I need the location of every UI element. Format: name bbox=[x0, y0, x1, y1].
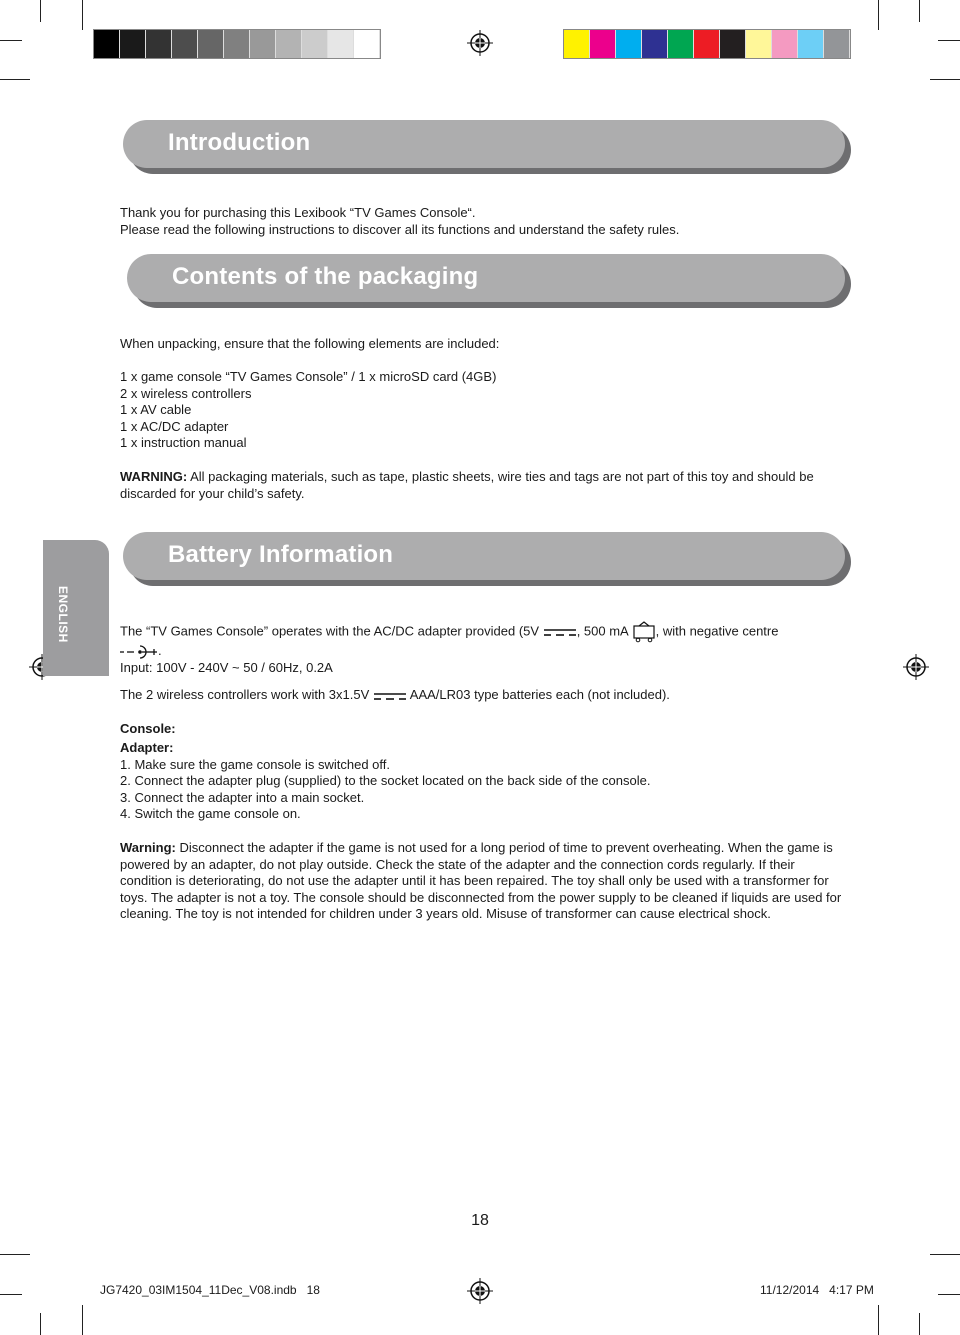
crop-mark bbox=[0, 79, 30, 80]
color-swatch bbox=[172, 30, 198, 58]
list-item: 3. Connect the adapter into a main socket. bbox=[120, 789, 365, 805]
crop-mark bbox=[938, 1294, 960, 1295]
language-side-tab bbox=[43, 540, 109, 676]
color-swatch bbox=[354, 30, 380, 58]
controllers-text: The 2 wireless controllers work with 3x1.5V bbox=[120, 687, 373, 702]
color-swatch bbox=[668, 30, 694, 58]
color-swatch bbox=[564, 30, 590, 58]
footer-datetime: 11/12/2014 4:17 PM bbox=[760, 1283, 874, 1297]
input-line: Input: 100V - 240V ~ 50 / 60Hz, 0.2A bbox=[120, 659, 333, 675]
color-swatch bbox=[328, 30, 354, 58]
crop-mark bbox=[82, 0, 83, 30]
introduction-title: Introduction bbox=[168, 129, 311, 156]
warning-label: Warning: bbox=[120, 840, 176, 855]
list-item: 4. Switch the game console on. bbox=[120, 806, 301, 822]
adapter-label: Adapter: bbox=[120, 740, 174, 755]
battery-banner bbox=[123, 532, 845, 580]
list-item: 1 x game console “TV Games Console” / 1 x microSD card (4GB) bbox=[120, 369, 497, 384]
introduction-line: Please read the following instructions to discover all its functions and understand the safety rules. bbox=[120, 221, 680, 237]
crop-mark bbox=[878, 0, 879, 30]
transformer-icon bbox=[632, 621, 656, 643]
registration-mark-icon bbox=[903, 654, 929, 680]
list-item: 1 x AV cable bbox=[120, 402, 192, 418]
warning-text: All packaging materials, such as tape, plastic sheets, wire ties and tags are not part of this toy and should be discarded for your child’s safety. bbox=[120, 469, 814, 501]
list-item: 1 x instruction manual bbox=[120, 435, 247, 451]
adapter-text: , with negative centre bbox=[655, 623, 779, 639]
packaging-title: Contents of the packaging bbox=[172, 263, 479, 290]
color-swatch bbox=[616, 30, 642, 58]
color-swatch bbox=[120, 30, 146, 58]
dc-symbol-icon bbox=[373, 690, 407, 702]
list-item: 1. Make sure the game console is switched off. bbox=[120, 756, 391, 772]
color-swatch bbox=[198, 30, 224, 58]
process-color-bar bbox=[563, 29, 851, 59]
introduction-text bbox=[120, 205, 850, 238]
color-swatch bbox=[746, 30, 772, 58]
adapter-text: , 500 mA bbox=[576, 623, 632, 639]
color-swatch bbox=[276, 30, 302, 58]
crop-mark bbox=[919, 1313, 920, 1335]
crop-mark bbox=[0, 1254, 30, 1255]
crop-mark bbox=[938, 40, 960, 41]
color-swatch bbox=[694, 30, 720, 58]
page-number: 18 bbox=[471, 1212, 489, 1229]
crop-mark bbox=[878, 1305, 879, 1335]
grayscale-color-bar bbox=[93, 29, 381, 59]
list-item: 2 x wireless controllers bbox=[120, 385, 252, 401]
color-swatch bbox=[824, 30, 850, 58]
warning-text: Disconnect the adapter if the game is not used for a long period of time to prevent overheating. When the game is powered by an adapter, do not play outside. Check the state of the adapter and the connection cords regularly. If their condition is deteriorating, do not use the adapter until it has been repaired. The toy shall only be used with a transformer for toys. The adapter is not a toy. The console should be disconnected from the power supply to be cleaned if liquids are used for cleaning. The toy is not intended for children under 3 years old. Misuse of transformer can cause electrical shock. bbox=[120, 840, 842, 922]
crop-mark bbox=[930, 79, 960, 80]
console-label-block bbox=[120, 721, 850, 738]
crop-mark bbox=[930, 1254, 960, 1255]
warning-label: WARNING: bbox=[120, 469, 188, 484]
color-swatch bbox=[250, 30, 276, 58]
registration-mark-icon bbox=[467, 1278, 493, 1304]
color-swatch bbox=[798, 30, 824, 58]
color-swatch bbox=[642, 30, 668, 58]
introduction-line: Thank you for purchasing this Lexibook “TV Games Console“. bbox=[120, 205, 476, 220]
dc-symbol-icon bbox=[543, 626, 577, 638]
language-label: ENGLISH bbox=[56, 586, 70, 643]
color-swatch bbox=[302, 30, 328, 58]
polarity-end: . bbox=[158, 643, 162, 658]
crop-mark bbox=[40, 1313, 41, 1335]
registration-mark-icon bbox=[467, 30, 493, 56]
color-swatch bbox=[590, 30, 616, 58]
battery-title: Battery Information bbox=[168, 541, 394, 568]
packaging-intro bbox=[120, 336, 850, 353]
adapter-steps bbox=[120, 740, 850, 823]
battery-adapter-info bbox=[120, 621, 850, 676]
adapter-text: The “TV Games Console” operates with the AC/DC adapter provided (5V bbox=[120, 623, 543, 639]
color-swatch bbox=[772, 30, 798, 58]
controllers-info bbox=[120, 687, 850, 704]
introduction-banner bbox=[123, 120, 845, 168]
crop-mark bbox=[919, 0, 920, 22]
packaging-banner bbox=[127, 254, 845, 302]
list-item: 2. Connect the adapter plug (supplied) to the socket located on the back side of the console. bbox=[120, 773, 651, 789]
battery-warning bbox=[120, 840, 842, 923]
crop-mark bbox=[0, 1294, 22, 1295]
polarity-icon bbox=[120, 645, 158, 659]
color-swatch bbox=[224, 30, 250, 58]
color-swatch bbox=[94, 30, 120, 58]
packaging-list bbox=[120, 369, 850, 452]
color-swatch bbox=[146, 30, 172, 58]
crop-mark bbox=[0, 40, 22, 41]
crop-mark bbox=[82, 1305, 83, 1335]
list-item: 1 x AC/DC adapter bbox=[120, 418, 229, 434]
packaging-warning bbox=[120, 469, 845, 502]
color-swatch bbox=[720, 30, 746, 58]
footer-file-name: JG7420_03IM1504_11Dec_V08.indb 18 bbox=[100, 1283, 320, 1297]
controllers-text: AAA/LR03 type batteries each (not included). bbox=[406, 687, 670, 702]
packaging-intro-text: When unpacking, ensure that the following elements are included: bbox=[120, 336, 500, 351]
console-label: Console: bbox=[120, 721, 176, 736]
crop-mark bbox=[40, 0, 41, 22]
